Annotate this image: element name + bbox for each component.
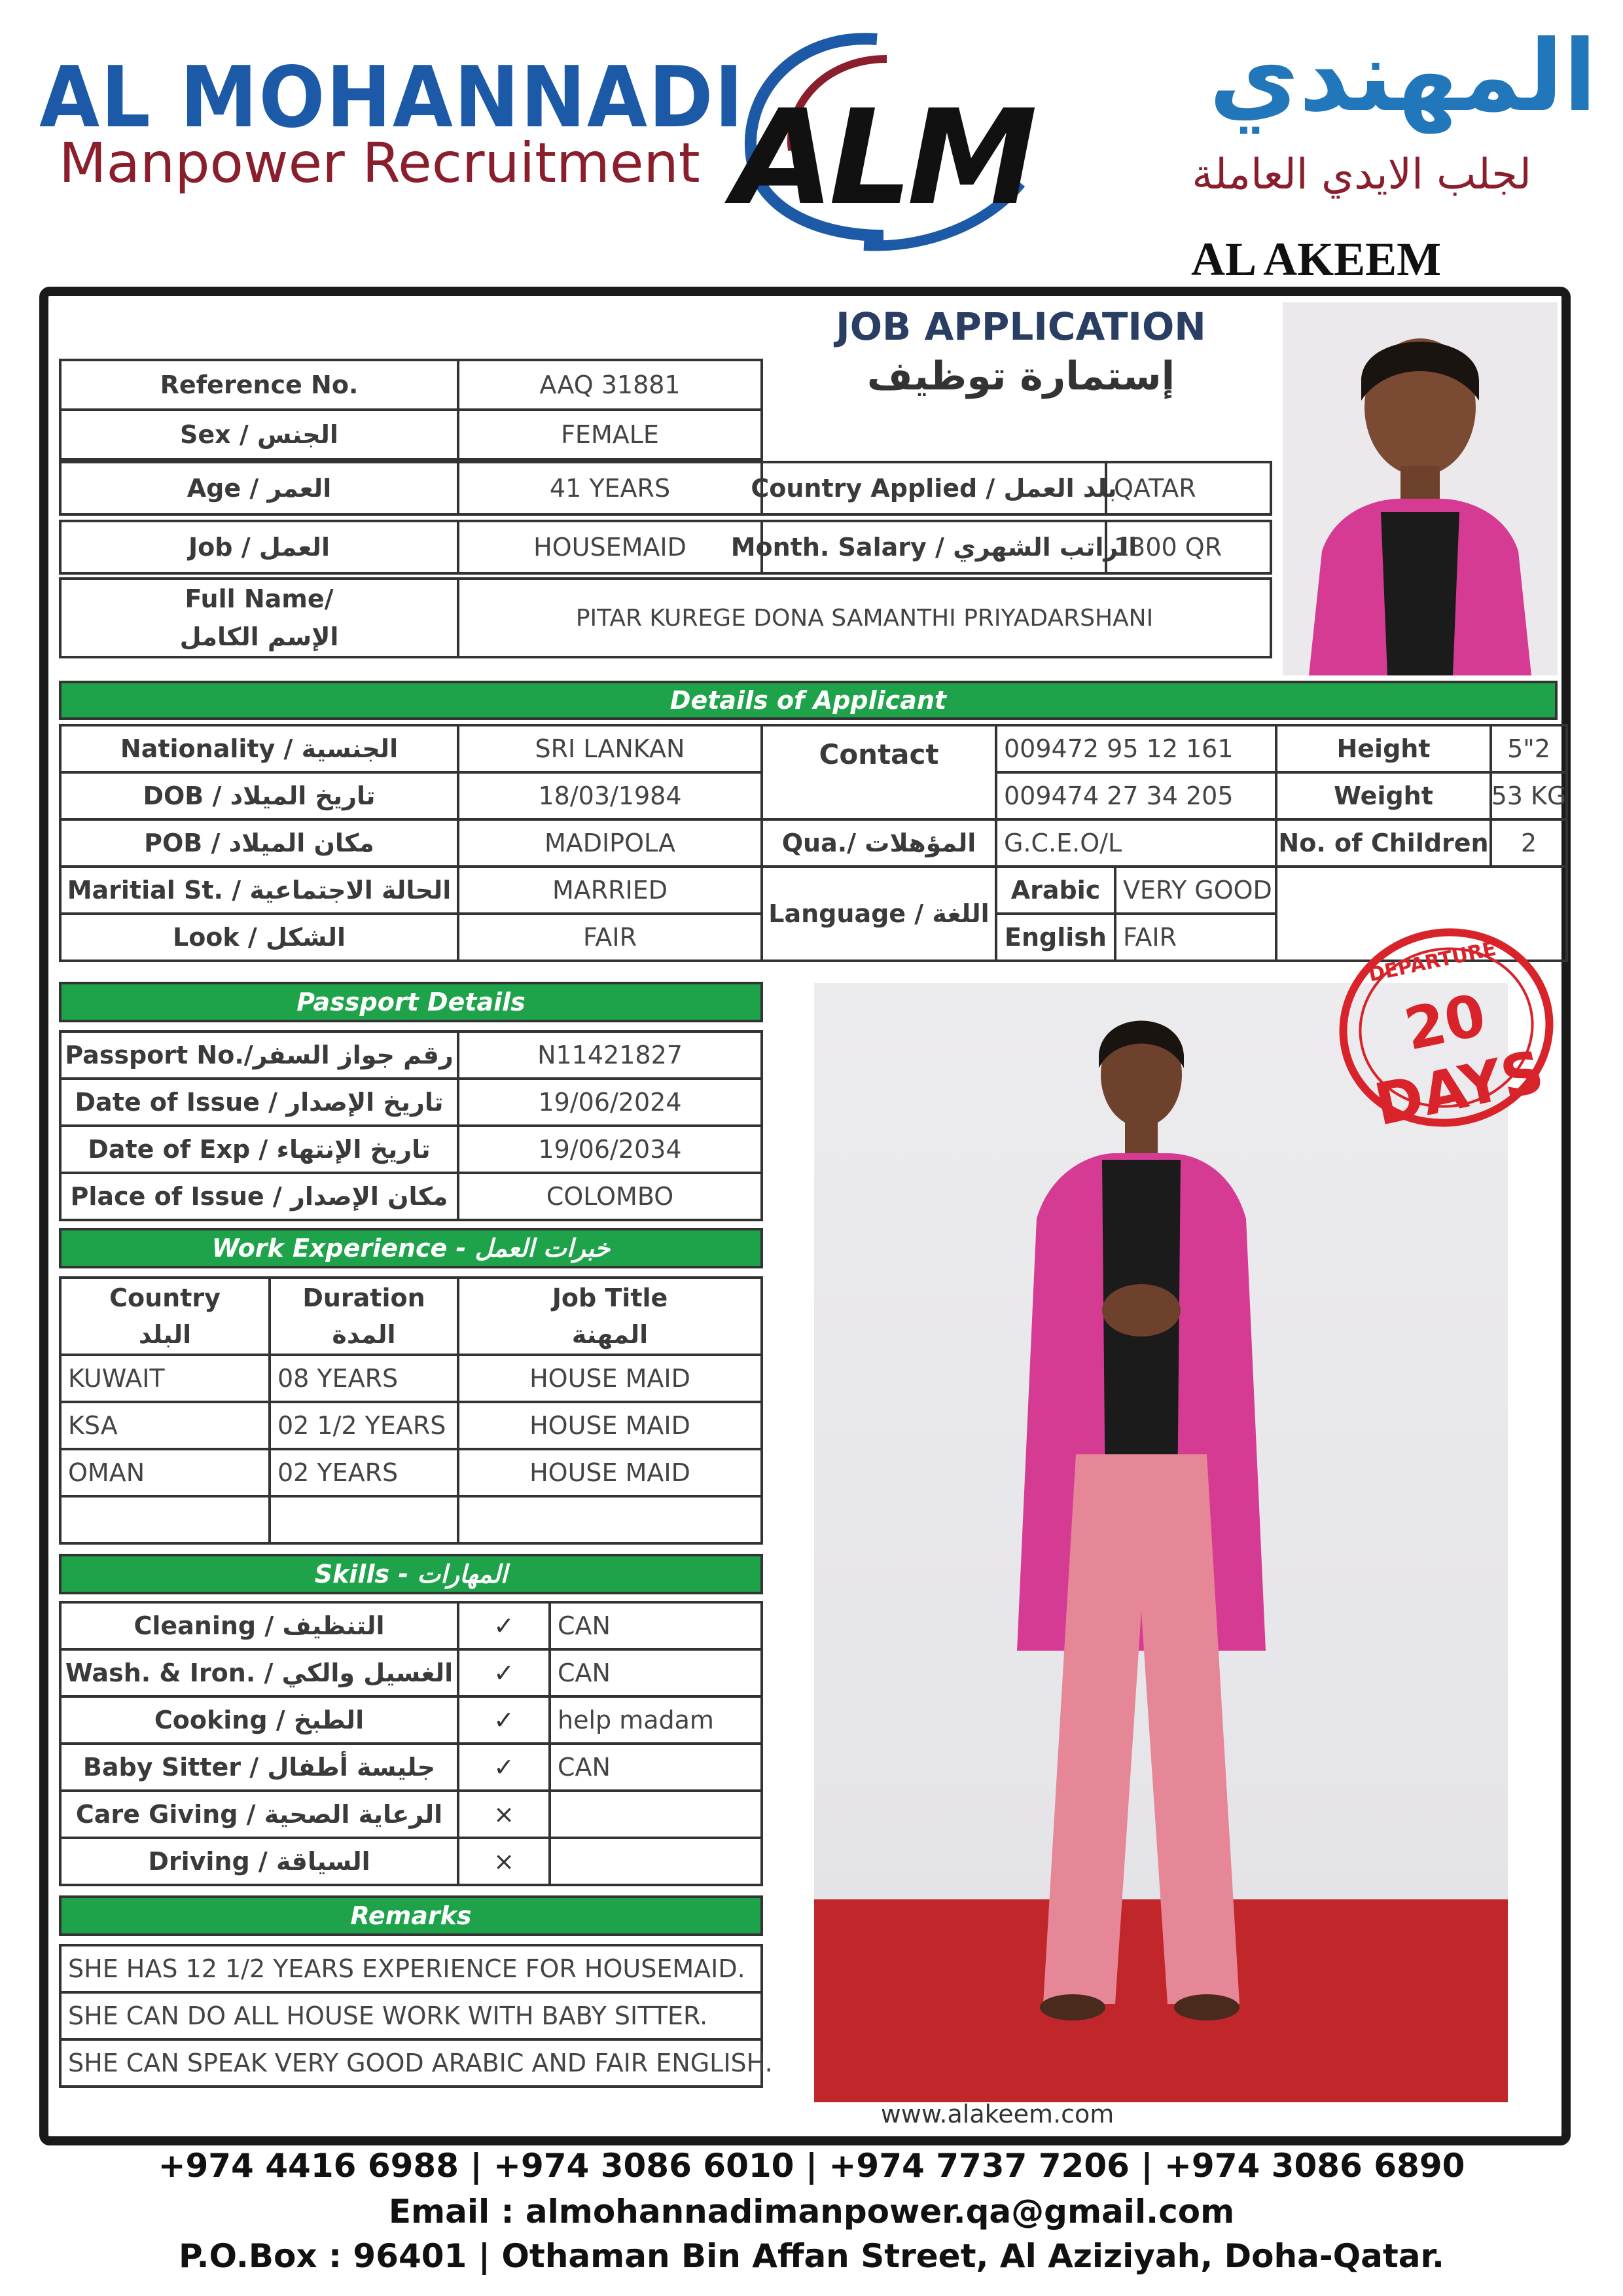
passport-section-header: Passport Details [59,982,763,1022]
skill-label: Care Giving / الرعاية الصحية [59,1789,459,1839]
skill-cross-icon: × [457,1837,551,1886]
skill-label: Driving / السياقة [59,1837,459,1886]
look-label: Look / الشكل [59,912,459,962]
age-value: 41 YEARS [457,461,763,516]
passport-issue-label: Date of Issue / تاريخ الإصدار [59,1077,459,1127]
skill-check-icon: ✓ [457,1695,551,1745]
company-tagline-ar: لجلب الايدي العاملة [1192,151,1531,199]
alm-logo [713,20,1054,262]
passport-no-value: N11421827 [457,1030,763,1080]
skill-check-icon: ✓ [457,1742,551,1792]
skill-label: Baby Sitter / جليسة أطفال [59,1742,459,1792]
exp-col-title-en: Job Title [552,1283,668,1312]
skill-cross-icon: × [457,1789,551,1839]
exp-row-title [457,1495,763,1545]
contact-label: Contact [760,724,997,821]
company-name-ar: المهندي [1209,20,1597,134]
skill-check-icon: ✓ [457,1648,551,1698]
footer-address: P.O.Box : 96401 | Othaman Bin Affan Street, Al Aziziyah, Doha-Qatar. [179,2237,1444,2275]
job-value: HOUSEMAID [457,520,763,575]
details-section-header: Details of Applicant [59,681,1558,720]
exp-col-duration-en: Duration [302,1283,425,1312]
skill-note: CAN [548,1601,763,1651]
stamp-top-text: DEPARTURE [1366,937,1499,987]
logo-letters: ALM [733,82,1033,234]
remark-line: SHE CAN SPEAK VERY GOOD ARABIC AND FAIR ENGLISH. [59,2038,763,2088]
contact-phone-2: 009474 27 34 205 [995,771,1277,821]
exp-row-duration: 02 YEARS [268,1448,459,1498]
passport-exp-label: Date of Exp / تاريخ الإنتهاء [59,1124,459,1174]
marital-value: MARRIED [457,865,763,915]
exp-row-duration: 08 YEARS [268,1354,459,1403]
exp-row-title: HOUSE MAID [457,1401,763,1450]
reference-value: AAQ 31881 [457,359,763,411]
remarks-section-header: Remarks [59,1895,763,1936]
exp-row-country [59,1495,271,1545]
age-label: Age / العمر [59,461,459,516]
english-label: English [995,912,1116,962]
remark-line: SHE CAN DO ALL HOUSE WORK WITH BABY SITTER. [59,1991,763,2041]
qualification-value: G.C.E.O/L [995,818,1277,868]
arabic-value: VERY GOOD [1114,865,1277,915]
country-applied-label: Country Applied / بلد العمل [760,461,1107,516]
applicant-full-photo [814,983,1508,2102]
footer-email: Email : almohannadimanpower.qa@gmail.com [388,2193,1235,2231]
website: www.alakeem.com [880,2100,1115,2128]
experience-section-header: Work Experience - خبرات العمل [59,1228,763,1268]
contact-phone-1: 009472 95 12 161 [995,724,1277,774]
passport-exp-value: 19/06/2034 [457,1124,763,1174]
sex-label: Sex / الجنس [59,408,459,461]
form-title-ar: إستمارة توظيف [866,353,1175,399]
children-value: 2 [1489,818,1568,868]
nationality-value: SRI LANKAN [457,724,763,774]
language-label: Language / اللغة [760,865,997,962]
skill-note: CAN [548,1648,763,1698]
sex-value: FEMALE [457,408,763,461]
footer-phones: +974 4416 6988 | +974 3086 6010 | +974 7737 7206 | +974 3086 6890 [158,2147,1465,2185]
exp-col-country-ar: البلد [138,1320,192,1349]
salary-value: 1300 QR [1105,520,1272,575]
exp-col-country [59,1276,271,1356]
height-value: 5"2 [1489,724,1568,774]
fullname-label [59,577,459,658]
exp-row-title: HOUSE MAID [457,1354,763,1403]
full-figure-icon [814,983,1508,2102]
exp-row-country: OMAN [59,1448,271,1498]
passport-place-label: Place of Issue / مكان الإصدار [59,1172,459,1221]
english-value: FAIR [1114,912,1277,962]
skill-note: CAN [548,1742,763,1792]
dob-value: 18/03/1984 [457,771,763,821]
exp-row-duration: 02 1/2 YEARS [268,1401,459,1450]
passport-no-label: Passport No./رقم جواز السفر [59,1030,459,1080]
exp-col-duration-ar: المدة [332,1320,396,1349]
exp-col-title [457,1276,763,1356]
skill-label: Cleaning / التنظيف [59,1601,459,1651]
skill-note [548,1789,763,1839]
form-title-en: JOB APPLICATION [836,304,1206,349]
company-tagline-en: Manpower Recruitment [59,131,700,195]
marital-label: Maritial St. / الحالة الاجتماعية [59,865,459,915]
exp-row-title: HOUSE MAID [457,1448,763,1498]
look-value: FAIR [457,912,763,962]
passport-issue-value: 19/06/2024 [457,1077,763,1127]
exp-row-country: KUWAIT [59,1354,271,1403]
fullname-label-ar: الإسم الكامل [179,622,339,651]
salary-label: Month. Salary / الراتب الشهري [760,520,1107,575]
exp-row-duration [268,1495,459,1545]
nationality-label: Nationality / الجنسية [59,724,459,774]
weight-label: Weight [1275,771,1492,821]
weight-value: 53 KG [1489,771,1568,821]
reference-label: Reference No. [59,359,459,411]
exp-col-country-en: Country [109,1283,221,1312]
skill-note: help madam [548,1695,763,1745]
skills-section-header: Skills - المهارات [59,1554,763,1594]
skill-label: Cooking / الطبخ [59,1695,459,1745]
children-label: No. of Children [1275,818,1492,868]
skill-note [548,1837,763,1886]
company-name-en: AL MOHANNADI [39,49,745,147]
skill-check-icon: ✓ [457,1601,551,1651]
exp-col-title-ar: المهنة [571,1320,649,1349]
fullname-label-en: Full Name/ [185,584,334,613]
height-label: Height [1275,724,1492,774]
job-label: Job / العمل [59,520,459,575]
passport-place-value: COLOMBO [457,1172,763,1221]
stamp-main-text: 20 DAYS [1368,980,1550,1139]
pob-value: MADIPOLA [457,818,763,868]
dob-label: DOB / تاريخ الميلاد [59,771,459,821]
remark-line: SHE HAS 12 1/2 YEARS EXPERIENCE FOR HOUSEMAID. [59,1944,763,1994]
agency-name: AL AKEEM [1191,233,1442,285]
exp-col-duration [268,1276,459,1356]
pob-label: POB / مكان الميلاد [59,818,459,868]
portrait-figure-icon [1283,302,1558,675]
applicant-portrait [1283,302,1558,675]
qualification-label: Qua./ المؤهلات [760,818,997,868]
arabic-label: Arabic [995,865,1116,915]
skill-label: Wash. & Iron. / الغسيل والكي [59,1648,459,1698]
country-applied-value: QATAR [1105,461,1272,516]
fullname-value: PITAR KUREGE DONA SAMANTHI PRIYADARSHANI [457,577,1272,658]
exp-row-country: KSA [59,1401,271,1450]
